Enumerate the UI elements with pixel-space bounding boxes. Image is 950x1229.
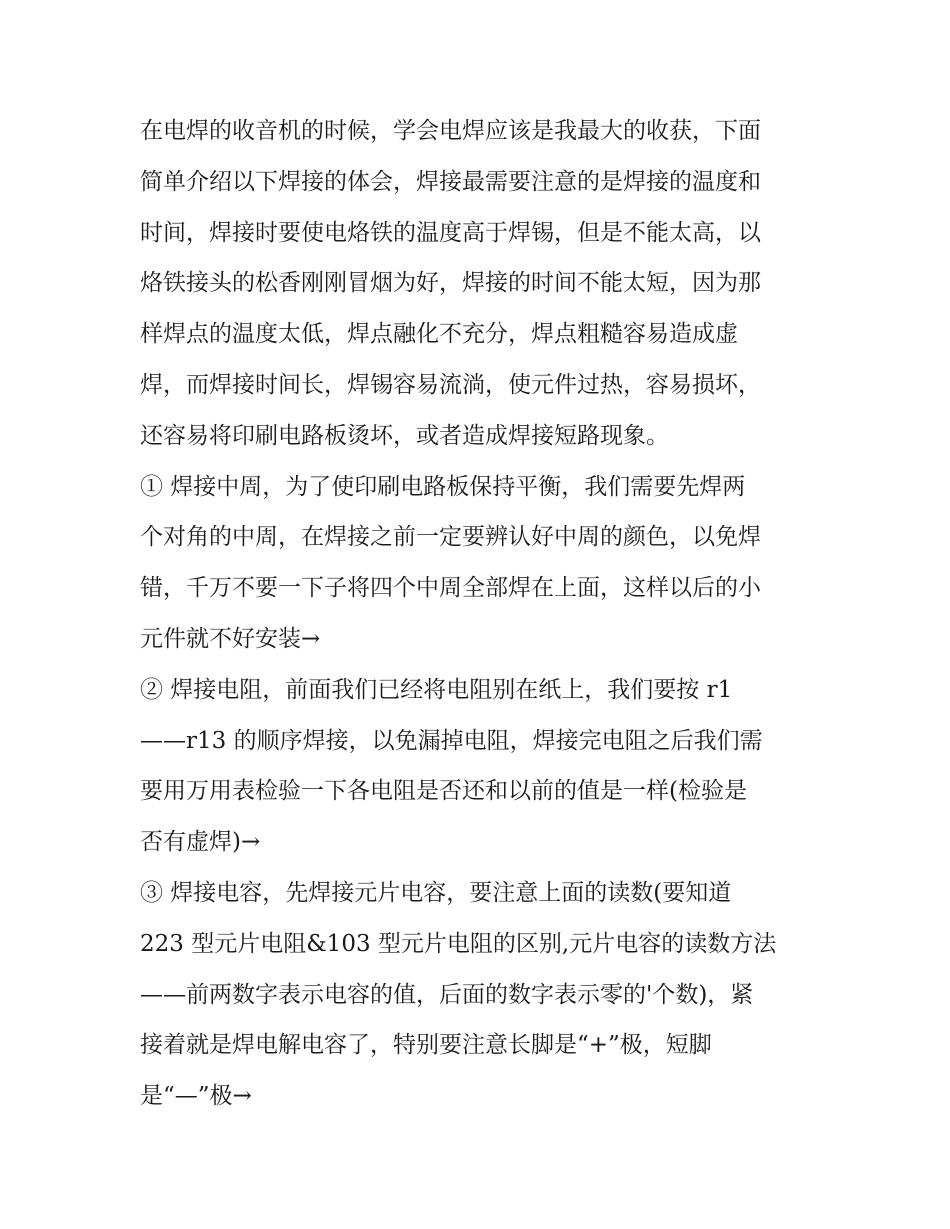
text-line: 个对角的中周，在焊接之前一定要辨认好中周的颜色，以免焊 [140, 524, 761, 551]
text-line: ——r13 的顺序焊接，以免漏掉电阻，焊接完电阻之后我们需 [140, 727, 763, 754]
text-line: 在电焊的收音机的时候，学会电焊应该是我最大的收获，下面 [140, 118, 761, 144]
text-line: 烙铁接头的松香刚刚冒烟为好，焊接的时间不能太短，因为那 [140, 270, 761, 297]
text-line: 是“—”极→ [140, 1083, 252, 1110]
text-line: 时间，焊接时要使电烙铁的温度高于焊锡，但是不能太高，以 [140, 219, 761, 246]
text-line: ① 焊接中周，为了使印刷电路板保持平衡，我们需要先焊两 [140, 473, 746, 500]
text-line: ② 焊接电阻，前面我们已经将电阻别在纸上，我们要按 r1 [140, 676, 733, 703]
text-line: 元件就不好安装→ [140, 625, 321, 652]
text-line: 接着就是焊电解电容了，特别要注意长脚是“+”极，短脚 [140, 1032, 712, 1059]
text-line: 223 型元片电阻&103 型元片电阻的区别,元片电容的读数方法 [140, 930, 777, 957]
text-line: 否有虚焊)→ [140, 829, 261, 856]
text-line: 样焊点的温度太低，焊点融化不充分，焊点粗糙容易造成虚 [140, 321, 738, 348]
text-line: ——前两数字表示电容的值，后面的数字表示零的'个数)，紧 [140, 981, 754, 1008]
text-line: 还容易将印刷电路板烫坏，或者造成焊接短路现象。 [140, 422, 669, 449]
text-line: ③ 焊接电容，先焊接元片电容，要注意上面的读数(要知道 [140, 879, 732, 906]
text-line: 简单介绍以下焊接的体会，焊接最需要注意的是焊接的温度和 [140, 168, 761, 195]
text-line: 要用万用表检验一下各电阻是否还和以前的值是一样(检验是 [140, 778, 747, 805]
text-line: 焊，而焊接时间长，焊锡容易流淌，使元件过热，容易损坏， [140, 371, 761, 398]
text-line: 错，千万不要一下子将四个中周全部焊在上面，这样以后的小 [140, 575, 761, 602]
body-text [140, 106, 820, 1122]
